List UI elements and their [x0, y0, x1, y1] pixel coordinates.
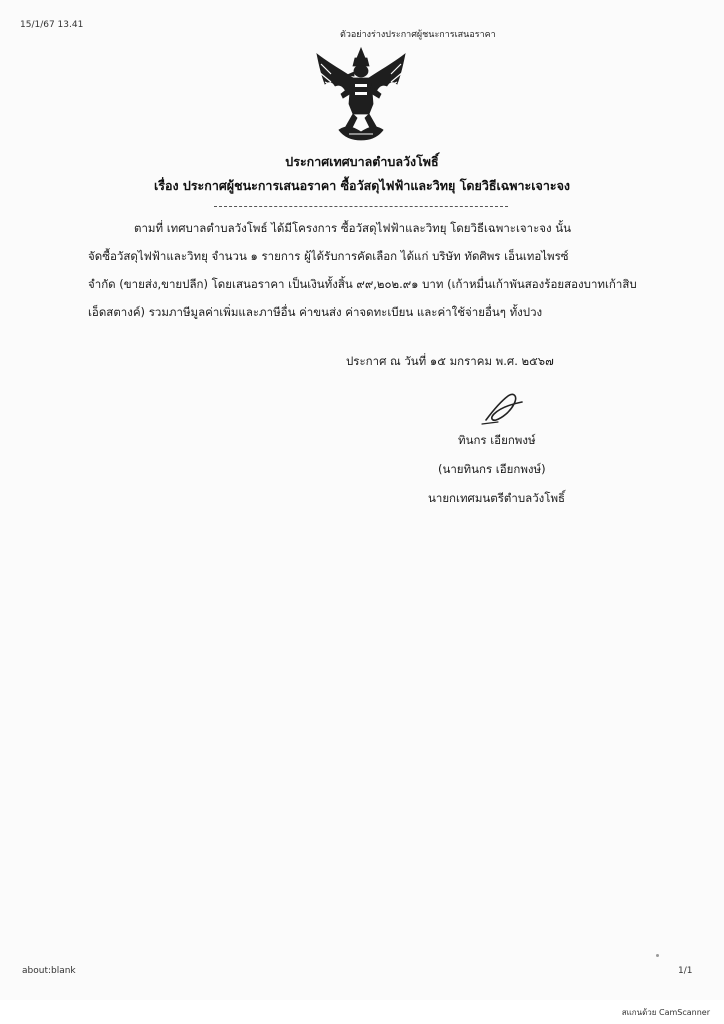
scanner-footer: [0, 1000, 724, 1024]
title-divider: [214, 206, 508, 207]
footer-url: about:blank: [22, 966, 76, 976]
signer-full-name: (นายทินกร เอียกพงษ์): [438, 462, 546, 476]
print-timestamp: 15/1/67 13.41: [20, 20, 84, 30]
announcement-date: ประกาศ ณ วันที่ ๑๕ มกราคม พ.ศ. ๒๕๖๗: [346, 354, 554, 368]
body-line-4: เอ็ดสตางค์) รวมภาษีมูลค่าเพิ่มและภาษีอื่น ค่าขนส่ง ค่าจดทะเบียน และค่าใช้จ่ายอื่นๆ ทั้งปวง: [88, 305, 543, 319]
signer-position: นายกเทศมนตรีตำบลวังโพธิ์: [428, 491, 566, 505]
document-subject: เรื่อง ประกาศผู้ชนะการเสนอราคา ซื้อวัสดุไฟฟ้าและวิทยุ โดยวิธีเฉพาะเจาะจง: [153, 178, 571, 193]
body-line-1: ตามที่ เทศบาลตำบลวังโพธ์ ได้มีโครงการ ซื้อวัสดุไฟฟ้าและวิทยุ โดยวิธีเฉพาะเจาะจง นั้น: [134, 221, 572, 235]
body-line-2: จัดซื้อวัสดุไฟฟ้าและวิทยุ จำนวน ๑ รายการ ผู้ได้รับการคัดเลือก ได้แก่ บริษัท ทัดศิพร เอ็นเทอไพรซ์: [88, 249, 569, 263]
document-title: ประกาศเทศบาลตำบลวังโพธิ์: [285, 154, 439, 169]
footer-page-number: 1/1: [678, 966, 693, 976]
scan-speck: [656, 954, 659, 957]
sample-label: ตัวอย่างร่างประกาศผู้ชนะการเสนอราคา: [340, 30, 496, 40]
body-line-3: จำกัด (ขายส่ง,ขายปลีก) โดยเสนอราคา เป็นเงินทั้งสิ้น ๙๙,๒๐๒.๙๑ บาท (เก้าหมื่นเก้าพันสองร้อยสองบาทเก้าสิบ: [88, 277, 637, 291]
scanner-label: สแกนด้วย CamScanner: [621, 1008, 710, 1017]
handwritten-signature: [478, 390, 538, 426]
garuda-emblem-icon: [311, 44, 411, 144]
signer-name: ทินกร เอียกพงษ์: [458, 433, 536, 447]
